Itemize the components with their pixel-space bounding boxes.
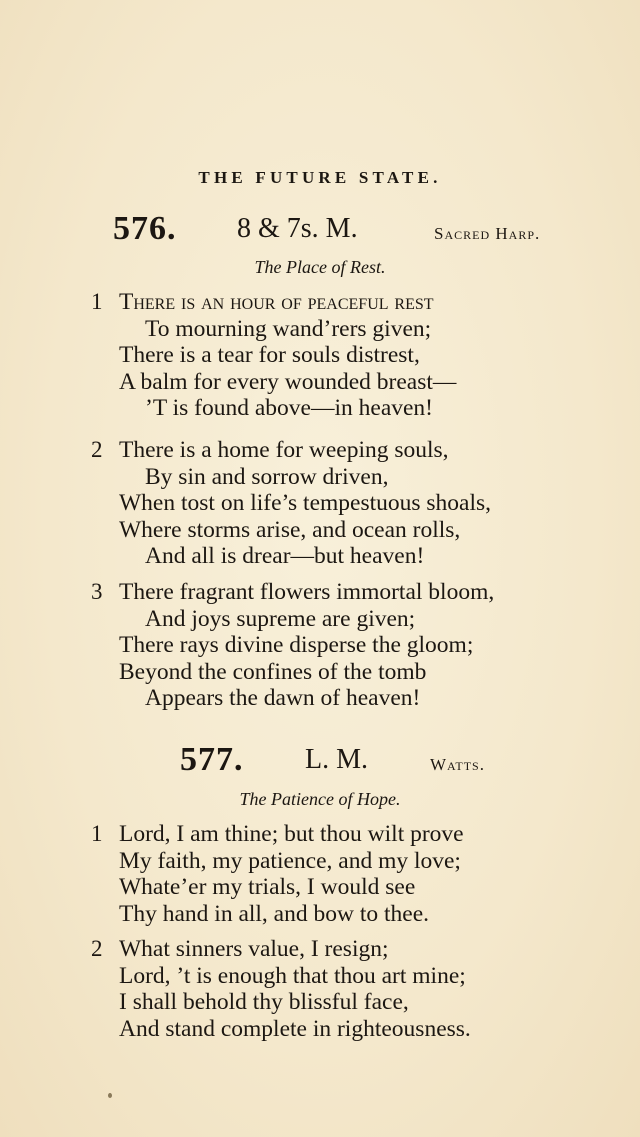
verse-line: Beyond the confines of the tomb bbox=[119, 658, 427, 685]
verse-line: To mourning wand’rers given; bbox=[145, 315, 432, 342]
verse-line: There fragrant flowers immortal bloom, bbox=[119, 579, 495, 605]
stanza bbox=[0, 289, 640, 422]
stanza-number: 2 bbox=[91, 437, 103, 462]
hymn-meter: L. M. bbox=[305, 744, 368, 775]
ink-speck bbox=[108, 1093, 112, 1098]
verse-line: A balm for every wounded breast— bbox=[119, 368, 457, 395]
stanza bbox=[0, 821, 640, 927]
verse-line: Appears the dawn of heaven! bbox=[145, 685, 421, 711]
verse-line: Thy hand in all, and bow to thee. bbox=[119, 900, 429, 927]
hymn-number: 577. bbox=[180, 741, 244, 778]
verse-line: By sin and sorrow driven, bbox=[145, 463, 389, 490]
verse-line: My faith, my patience, and my love; bbox=[119, 847, 461, 874]
verse-line: There rays divine disperse the gloom; bbox=[119, 632, 474, 658]
stanza bbox=[0, 579, 640, 712]
stanza bbox=[0, 437, 640, 570]
verse-line: And all is drear—but heaven! bbox=[145, 543, 425, 569]
verse-line: There is a tear for souls distrest, bbox=[119, 342, 420, 368]
verse-line: ’T is found above—in heaven! bbox=[145, 395, 434, 421]
hymn-number: 576. bbox=[113, 210, 177, 247]
hymn-title: The Patience of Hope. bbox=[239, 789, 401, 809]
verse-line-text: There is an hour of peaceful rest bbox=[119, 289, 434, 315]
verse-line bbox=[0, 289, 640, 316]
stanza-number: 3 bbox=[91, 579, 103, 604]
verse-line: When tost on life’s tempestuous shoals, bbox=[119, 490, 492, 516]
hymn-tune: Watts. bbox=[430, 755, 485, 774]
stanza-number: 1 bbox=[91, 289, 103, 314]
verse-line: Where storms arise, and ocean rolls, bbox=[119, 516, 461, 543]
hymn-header bbox=[0, 741, 640, 785]
verse-line: I shall behold thy blissful face, bbox=[119, 989, 409, 1015]
hymn-meter: 8 & 7s. M. bbox=[237, 213, 358, 244]
verse-line: And stand complete in righteousness. bbox=[119, 1015, 471, 1042]
verse-line: Lord, I am thine; but thou wilt prove bbox=[119, 821, 464, 847]
hymn-title: The Place of Rest. bbox=[254, 257, 386, 277]
stanza-number: 1 bbox=[91, 821, 103, 846]
stanza-number: 2 bbox=[91, 936, 103, 961]
verse-line: Whate’er my trials, I would see bbox=[119, 874, 416, 900]
running-head: THE FUTURE STATE. bbox=[198, 168, 442, 187]
verse-line: There is a home for weeping souls, bbox=[119, 437, 449, 463]
stanza bbox=[0, 936, 640, 1042]
hymn-tune: Sacred Harp. bbox=[434, 224, 541, 243]
verse-line: And joys supreme are given; bbox=[145, 605, 416, 632]
hymn-header bbox=[0, 210, 640, 254]
verse-line: Lord, ’t is enough that thou art mine; bbox=[119, 962, 466, 989]
verse-line: What sinners value, I resign; bbox=[119, 936, 389, 962]
